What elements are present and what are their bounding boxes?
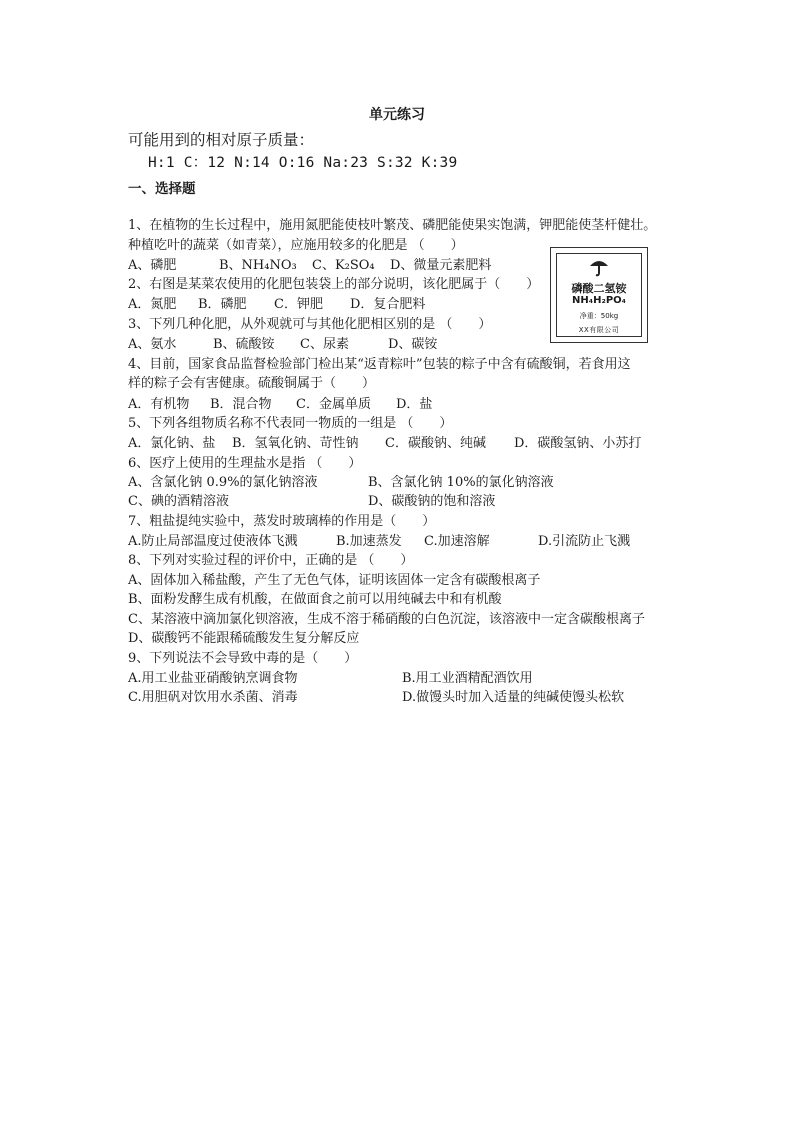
q4-option-c: C．金属单质	[296, 397, 371, 412]
q8-option-c: C、某溶液中滴加氯化钡溶液，生成不溶于稀硝酸的白色沉淀，该溶液中一定含碳酸根离子	[128, 612, 645, 627]
q5-option-b: B．氢氧化钠、苛性钠	[232, 436, 359, 451]
q1-option-d: D、微量元素肥料	[390, 258, 492, 273]
q1-stem-line1: 1、在植物的生长过程中，施用氮肥能使枝叶繁茂、磷肥能使果实饱满，钾肥能使茎杆健壮。	[128, 218, 657, 233]
q2-option-a: A．氮肥	[128, 297, 177, 312]
q3-option-b: B、硫酸铵	[213, 337, 275, 352]
q1-option-a: A、磷肥	[128, 258, 177, 273]
q7-stem: 7、粗盐提纯实验中，蒸发时玻璃棒的作用是（ ）	[128, 514, 436, 529]
q2-stem: 2、右图是某菜农使用的化肥包装袋上的部分说明，该化肥属于（ ）	[128, 277, 540, 292]
section-title: 一、选择题	[128, 181, 196, 197]
q3-option-d: D、碳铵	[388, 337, 438, 352]
q2-option-c: C．钾肥	[274, 297, 323, 312]
q4-option-d: D．盐	[396, 397, 433, 412]
q6-option-a: A、含氯化钠 0.9%的氯化钠溶液	[128, 475, 318, 490]
umbrella-icon	[557, 257, 641, 281]
q4-stem-line2: 样的粽子会有害健康。硫酸铜属于（ ）	[128, 376, 376, 391]
fertilizer-net-weight: 净重：50kg	[579, 312, 619, 320]
fertilizer-company: XX有限公司	[578, 326, 620, 334]
q7-option-a: A.防止局部温度过使液体飞溅	[128, 534, 298, 549]
q3-option-a: A、氨水	[128, 337, 177, 352]
q9-option-d: D.做馒头时加入适量的纯碱使馒头松软	[402, 690, 625, 705]
q3-option-c: C、尿素	[300, 337, 349, 352]
page-title: 单元练习	[369, 107, 425, 123]
q6-option-c: C、碘的酒精溶液	[128, 494, 229, 509]
q2-option-d: D．复合肥料	[350, 297, 426, 312]
q9-stem: 9、下列说法不会导致中毒的是（ ）	[128, 651, 358, 666]
fertilizer-label-frame	[556, 253, 642, 337]
q4-option-b: B．混合物	[210, 397, 272, 412]
q3-stem: 3、下列几种化肥，从外观就可与其他化肥相区别的是 （ ）	[128, 317, 492, 332]
q8-option-b: B、面粉发酵生成有机酸，在做面食之前可以用纯碱去中和有机酸	[128, 592, 502, 607]
q7-option-b: B.加速蒸发	[336, 534, 402, 549]
fertilizer-label-figure	[550, 247, 648, 343]
q2-option-b: B．磷肥	[198, 297, 247, 312]
q9-option-c: C.用胆矾对饮用水杀菌、消毒	[128, 690, 298, 705]
fertilizer-formula: NH₄H₂PO₄	[571, 295, 627, 306]
q8-option-d: D、碳酸钙不能跟稀硫酸发生复分解反应	[128, 631, 360, 646]
q8-stem: 8、下列对实验过程的评价中，正确的是 （ ）	[128, 553, 414, 568]
q5-option-c: C．碳酸钠、纯碱	[385, 436, 486, 451]
q5-stem: 5、下列各组物质名称不代表同一物质的一组是 （ ）	[128, 416, 453, 431]
q6-option-d: D、碳酸钠的饱和溶液	[368, 494, 496, 509]
fertilizer-name: 磷酸二氢铵	[571, 282, 627, 295]
q5-option-d: D．碳酸氢钠、小苏打	[514, 436, 642, 451]
atomic-mass-heading: 可能用到的相对原子质量：	[128, 131, 315, 149]
q4-stem-line1: 4、目前，国家食品监督检验部门检出某“返青粽叶”包装的粽子中含有硫酸铜，若食用这	[128, 357, 631, 372]
q5-option-a: A．氯化钠、盐	[128, 436, 216, 451]
q4-option-a: A．有机物	[128, 397, 190, 412]
q7-option-d: D.引流防止飞溅	[538, 534, 631, 549]
q9-option-a: A.用工业盐亚硝酸钠烹调食物	[128, 671, 298, 686]
q7-option-c: C.加速溶解	[424, 534, 490, 549]
q6-stem: 6、医疗上使用的生理盐水是指 （ ）	[128, 456, 362, 471]
q1-option-c: C、K₂SO₄	[312, 258, 375, 273]
q9-option-b: B.用工业酒精配酒饮用	[402, 671, 533, 686]
atomic-mass-values: H:1 C：12 N:14 O:16 Na:23 S:32 K:39	[148, 155, 458, 171]
q1-option-b: B、NH₄NO₃	[219, 258, 297, 273]
q8-option-a: A、固体加入稀盐酸，产生了无色气体，证明该固体一定含有碳酸根离子	[128, 573, 541, 588]
q6-option-b: B、含氯化钠 10%的氯化钠溶液	[368, 475, 554, 490]
q1-stem-line2: 种植吃叶的蔬菜（如青菜），应施用较多的化肥是 （ ）	[128, 238, 464, 253]
